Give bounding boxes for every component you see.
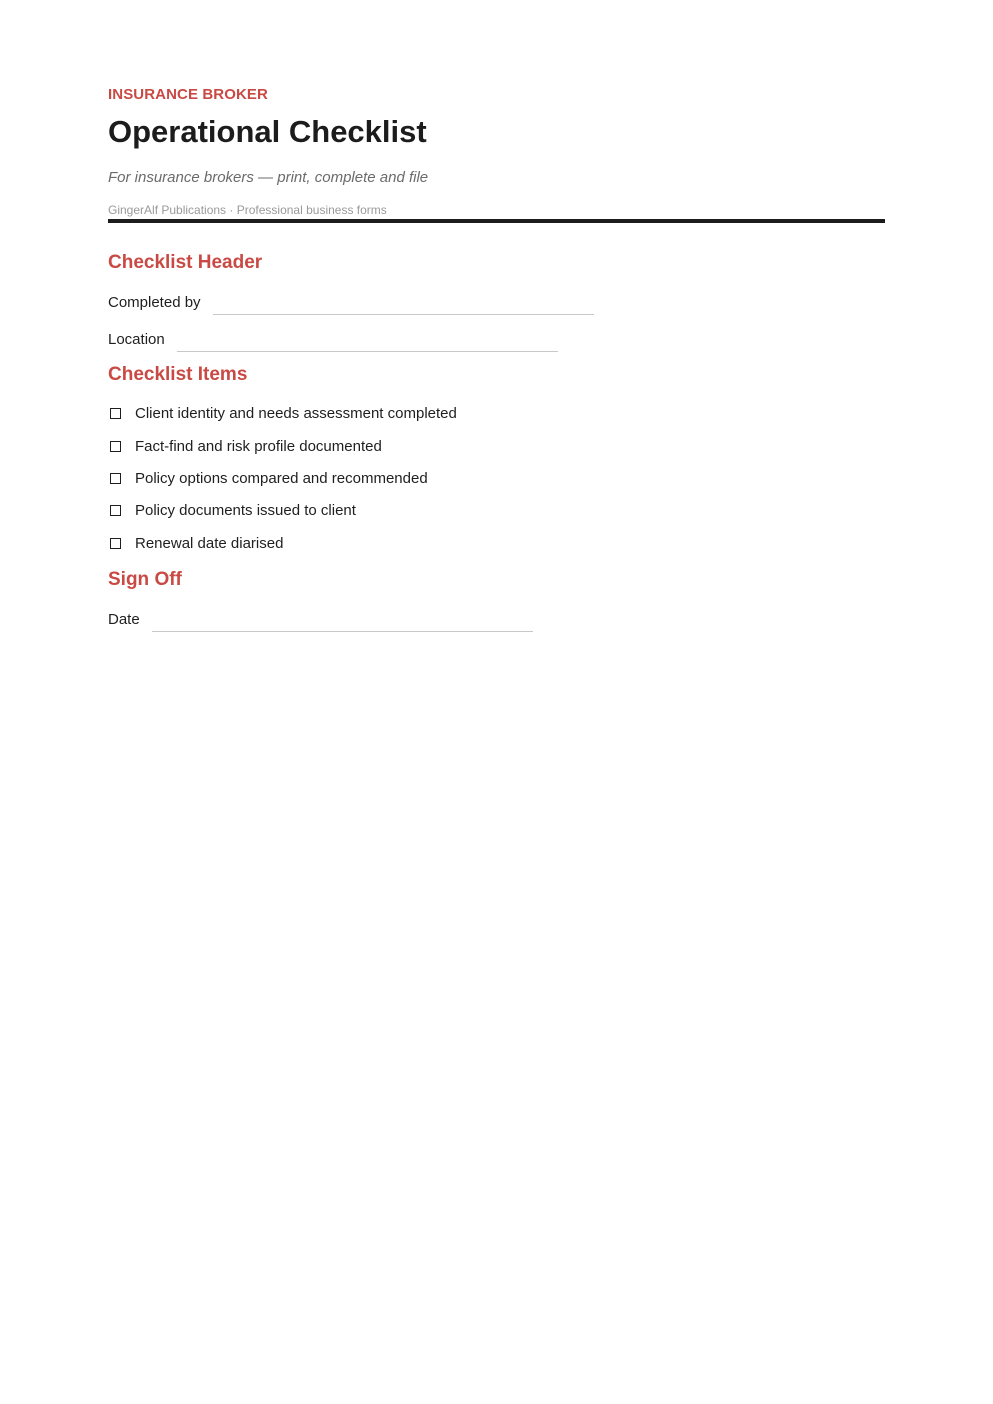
form-category: INSURANCE BROKER <box>108 86 268 103</box>
completed-by-input-line[interactable] <box>213 314 594 315</box>
checklist-item-label: Policy documents issued to client <box>135 501 356 519</box>
page-title: Operational Checklist <box>108 114 427 149</box>
checklist-item-label: Renewal date diarised <box>135 534 284 552</box>
checklist-item[interactable] <box>108 436 382 456</box>
checkbox[interactable] <box>110 505 121 516</box>
checklist-item[interactable] <box>108 533 283 553</box>
checklist-item-label: Client identity and needs assessment completed <box>135 404 457 422</box>
date-label: Date <box>108 611 140 628</box>
date-field[interactable] <box>108 607 533 629</box>
checklist-item[interactable] <box>108 500 356 520</box>
location-label: Location <box>108 331 165 348</box>
checkbox[interactable] <box>110 538 121 549</box>
checklist-item-label: Policy options compared and recommended <box>135 469 428 487</box>
checklist-item-label: Fact-find and risk profile documented <box>135 437 382 455</box>
completed-by-label: Completed by <box>108 294 201 311</box>
page-subtitle: For insurance brokers — print, complete and file <box>108 169 429 186</box>
location-field[interactable] <box>108 327 558 349</box>
date-input-line[interactable] <box>152 631 533 632</box>
section-heading-sign-off: Sign Off <box>108 569 182 590</box>
publisher-line: GingerAlf Publications · Professional business forms <box>108 203 387 217</box>
header-divider <box>108 219 885 223</box>
checklist-item[interactable] <box>108 403 457 423</box>
location-input-line[interactable] <box>177 351 558 352</box>
checkbox[interactable] <box>110 441 121 452</box>
section-heading-checklist-header: Checklist Header <box>108 252 263 273</box>
checklist-item[interactable] <box>108 468 428 488</box>
checkbox[interactable] <box>110 408 121 419</box>
checkbox[interactable] <box>110 473 121 484</box>
completed-by-field[interactable] <box>108 290 594 312</box>
section-heading-checklist-items: Checklist Items <box>108 364 248 385</box>
